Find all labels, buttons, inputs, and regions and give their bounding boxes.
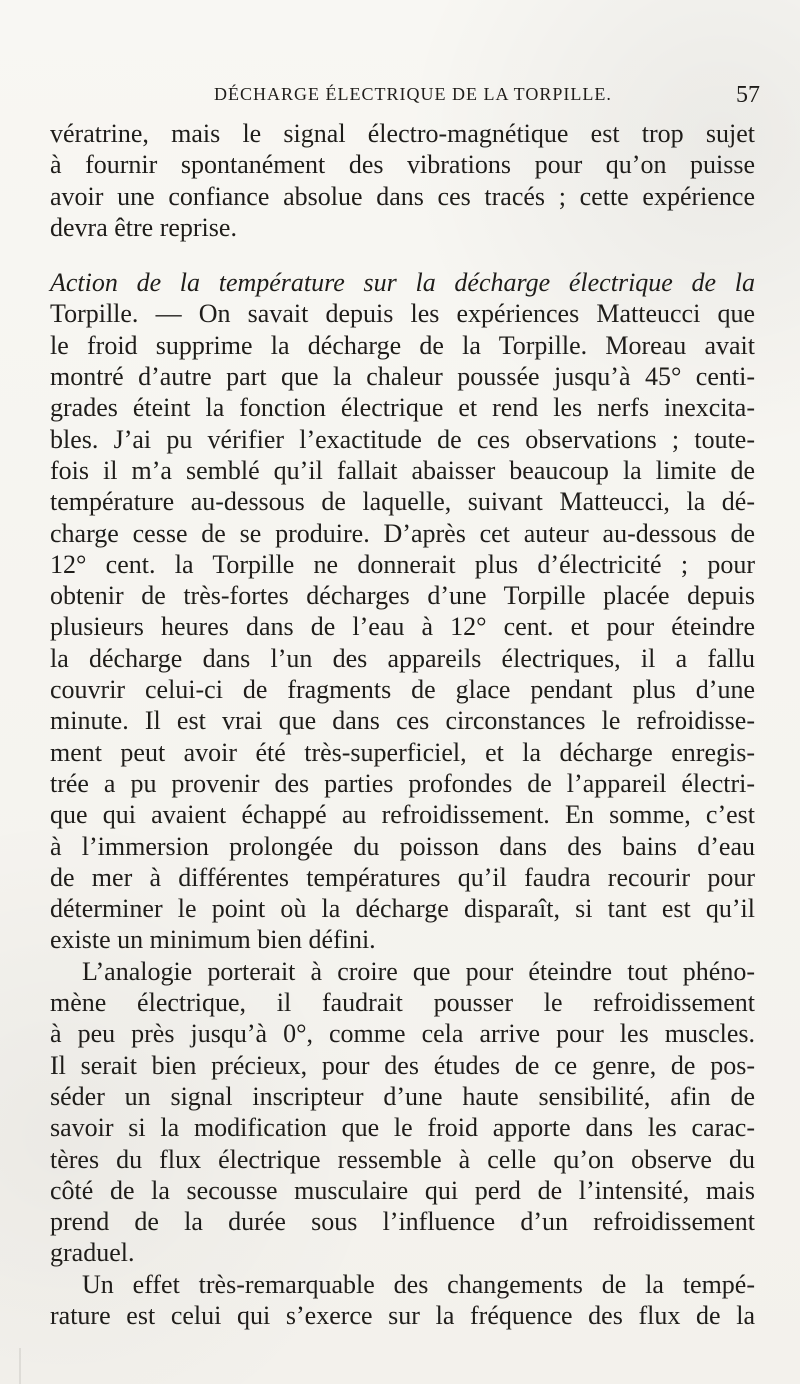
text-line-27: L’analogie porterait à croire que pour éteindre tout phéno- (82, 956, 755, 986)
section-heading-line-1: Action de la température sur la décharge électrique de la (50, 268, 755, 298)
text-line-28: mène électrique, il faudrait pousser le refroidissement (50, 988, 755, 1018)
text-line-19: minute. Il est vrai que dans ces circonstances le refroidisse- (50, 706, 755, 736)
text-line-34: côté de la secousse musculaire qui perd de l’intensité, mais (50, 1175, 755, 1205)
page-number: 57 (736, 82, 760, 108)
text-line-3: avoir une confiance absolue dans ces tracés ; cette expérience (50, 181, 755, 211)
text-line-36: graduel. (50, 1238, 135, 1268)
text-line-13: charge cesse de se produire. D’après cet auteur au-dessous de (50, 518, 755, 548)
text-line-16: plusieurs heures dans de l’eau à 12° cent. et pour éteindre (50, 612, 755, 642)
text-line-32: savoir si la modification que le froid apporte dans les carac- (50, 1113, 755, 1143)
text-line-20: ment peut avoir été très-superficiel, et la décharge enregis- (50, 737, 755, 767)
running-title: DÉCHARGE ÉLECTRIQUE DE LA TORPILLE. (214, 84, 612, 104)
text-line-23: à l’immersion prolongée du poisson dans des bains d’eau (50, 831, 755, 861)
text-line-35: prend de la durée sous l’influence d’un refroidissement (50, 1207, 755, 1237)
page-edge-mark (19, 1348, 21, 1384)
text-line-30: Il serait bien précieux, pour des études de ce genre, de pos- (50, 1050, 755, 1080)
text-line-22: que qui avaient échappé au refroidissement. En somme, c’est (50, 800, 755, 830)
running-head (214, 84, 760, 114)
section-heading-line-2: Torpille. — On savait depuis les expériences Matteucci que (50, 299, 755, 329)
text-line-4: devra être reprise. (50, 212, 237, 242)
text-line-10: bles. J’ai pu vérifier l’exactitude de ces observations ; toute- (50, 424, 755, 454)
text-line-21: trée a pu provenir des parties profondes de l’appareil électri- (50, 768, 755, 798)
text-line-9: grades éteint la fonction électrique et rend les nerfs inexcita- (50, 393, 755, 423)
text-line-14: 12° cent. la Torpille ne donnerait plus d’électricité ; pour (50, 549, 755, 579)
paragraph-gap (50, 243, 755, 267)
text-line-1: vératrine, mais le signal électro-magnétique est trop sujet (50, 119, 755, 148)
text-line-11: fois il m’a semblé qu’il fallait abaisser beaucoup la limite de (50, 455, 755, 485)
text-line-29: à peu près jusqu’à 0°, comme cela arrive pour les muscles. (50, 1019, 755, 1049)
text-line-26: existe un minimum bien défini. (50, 925, 376, 955)
text-line-24: de mer à différentes températures qu’il faudra recourir pour (50, 862, 755, 892)
text-line-12: température au-dessous de laquelle, suivant Matteucci, la dé- (50, 487, 755, 517)
text-line-7: le froid supprime la décharge de la Torpille. Moreau avait (50, 330, 755, 360)
text-line-25: déterminer le point où la décharge disparaît, si tant est qu’il (50, 894, 755, 924)
text-line-31: séder un signal inscripteur d’une haute sensibilité, afin de (50, 1081, 755, 1111)
text-line-38: rature est celui qui s’exerce sur la fréquence des flux de la (50, 1300, 755, 1330)
text-line-33: tères du flux électrique ressemble à celle qu’on observe du (50, 1144, 755, 1174)
text-line-37: Un effet très-remarquable des changements de la tempé- (82, 1269, 755, 1299)
text-line-8: montré d’autre part que la chaleur poussée jusqu’à 45° centi- (50, 362, 755, 392)
text-line-15: obtenir de très-fortes décharges d’une Torpille placée depuis (50, 581, 755, 611)
text-line-2: à fournir spontanément des vibrations pour qu’on puisse (50, 150, 755, 180)
text-line-18: couvrir celui-ci de fragments de glace pendant plus d’une (50, 675, 755, 705)
text-line-17: la décharge dans l’un des appareils électriques, il a fallu (50, 643, 755, 673)
body-text (50, 118, 755, 1331)
